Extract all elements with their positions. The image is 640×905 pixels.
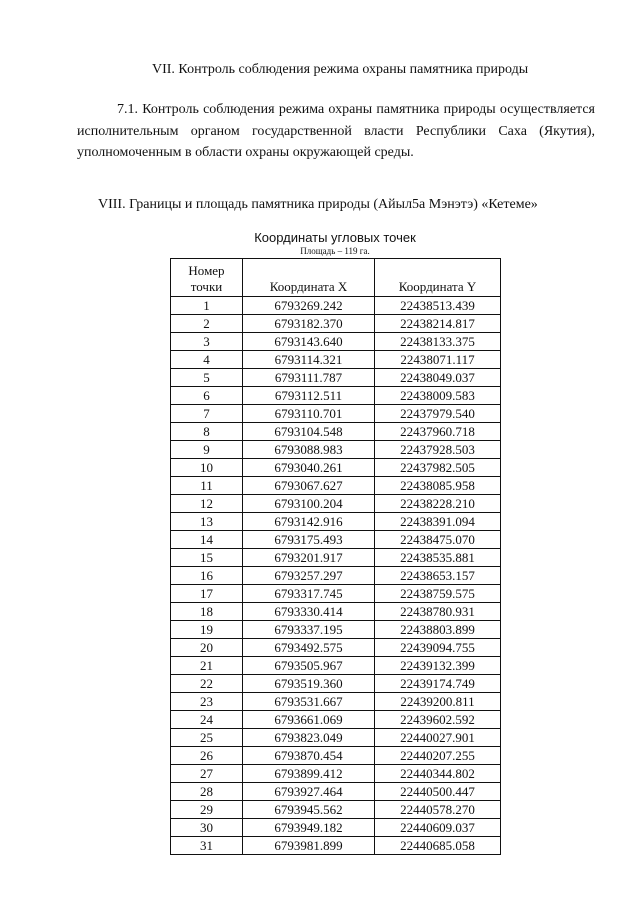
coordinate-x-cell: 6793927.464 bbox=[243, 783, 375, 801]
table-row bbox=[171, 495, 501, 513]
coordinate-y-cell: 22440344.802 bbox=[375, 765, 501, 783]
point-number-cell: 15 bbox=[171, 549, 243, 567]
coordinate-x-cell: 6793981.899 bbox=[243, 837, 375, 855]
table-row bbox=[171, 765, 501, 783]
table-row bbox=[171, 513, 501, 531]
header-coordinate-y: Координата Y bbox=[375, 259, 501, 297]
table-row bbox=[171, 801, 501, 819]
point-number-cell: 5 bbox=[171, 369, 243, 387]
coordinate-x-cell: 6793112.511 bbox=[243, 387, 375, 405]
point-number-cell: 23 bbox=[171, 693, 243, 711]
coordinate-y-cell: 22438228.210 bbox=[375, 495, 501, 513]
point-number-cell: 29 bbox=[171, 801, 243, 819]
coordinate-y-cell: 22438085.958 bbox=[375, 477, 501, 495]
table-row bbox=[171, 387, 501, 405]
table-row bbox=[171, 603, 501, 621]
coordinates-table bbox=[170, 258, 501, 855]
table-row bbox=[171, 405, 501, 423]
header-coordinate-x: Координата X bbox=[243, 259, 375, 297]
coordinate-x-cell: 6793111.787 bbox=[243, 369, 375, 387]
coordinate-x-cell: 6793257.297 bbox=[243, 567, 375, 585]
coordinate-x-cell: 6793337.195 bbox=[243, 621, 375, 639]
coordinate-x-cell: 6793492.575 bbox=[243, 639, 375, 657]
point-number-cell: 11 bbox=[171, 477, 243, 495]
coordinate-y-cell: 22437982.505 bbox=[375, 459, 501, 477]
point-number-cell: 16 bbox=[171, 567, 243, 585]
coordinate-y-cell: 22440578.270 bbox=[375, 801, 501, 819]
table-row bbox=[171, 783, 501, 801]
table-row bbox=[171, 531, 501, 549]
coordinate-x-cell: 6793100.204 bbox=[243, 495, 375, 513]
coordinate-y-cell: 22437928.503 bbox=[375, 441, 501, 459]
table-row bbox=[171, 837, 501, 855]
table-row bbox=[171, 459, 501, 477]
table-row bbox=[171, 693, 501, 711]
point-number-cell: 17 bbox=[171, 585, 243, 603]
table-row bbox=[171, 315, 501, 333]
table-row bbox=[171, 729, 501, 747]
table-row bbox=[171, 675, 501, 693]
coordinate-x-cell: 6793269.242 bbox=[243, 297, 375, 315]
coordinate-x-cell: 6793945.562 bbox=[243, 801, 375, 819]
coordinate-y-cell: 22439174.749 bbox=[375, 675, 501, 693]
coordinate-x-cell: 6793899.412 bbox=[243, 765, 375, 783]
point-number-cell: 19 bbox=[171, 621, 243, 639]
point-number-cell: 25 bbox=[171, 729, 243, 747]
point-number-cell: 4 bbox=[171, 351, 243, 369]
coordinate-x-cell: 6793067.627 bbox=[243, 477, 375, 495]
coordinate-y-cell: 22439132.399 bbox=[375, 657, 501, 675]
table-body bbox=[171, 297, 501, 855]
point-number-cell: 27 bbox=[171, 765, 243, 783]
coordinate-x-cell: 6793143.640 bbox=[243, 333, 375, 351]
table-row bbox=[171, 639, 501, 657]
coordinate-y-cell: 22438759.575 bbox=[375, 585, 501, 603]
point-number-cell: 9 bbox=[171, 441, 243, 459]
coordinate-y-cell: 22438133.375 bbox=[375, 333, 501, 351]
point-number-cell: 2 bbox=[171, 315, 243, 333]
coordinate-y-cell: 22438071.117 bbox=[375, 351, 501, 369]
coordinate-y-cell: 22439094.755 bbox=[375, 639, 501, 657]
point-number-cell: 10 bbox=[171, 459, 243, 477]
coordinate-x-cell: 6793182.370 bbox=[243, 315, 375, 333]
point-number-cell: 14 bbox=[171, 531, 243, 549]
coordinate-y-cell: 22440207.255 bbox=[375, 747, 501, 765]
coordinate-x-cell: 6793823.049 bbox=[243, 729, 375, 747]
section-7-paragraph: 7.1. Контроль соблюдения режима охраны памятника природы осуществляется исполнительным органом государственной власти Республики Саха (Якутия), уполномоченным в области охраны окружающей среды. bbox=[77, 102, 595, 160]
coordinate-x-cell: 6793175.493 bbox=[243, 531, 375, 549]
header-point-line1: Номер bbox=[188, 263, 225, 278]
coordinate-y-cell: 22440685.058 bbox=[375, 837, 501, 855]
coordinate-y-cell: 22437979.540 bbox=[375, 405, 501, 423]
table-row bbox=[171, 369, 501, 387]
section-7-heading: VII. Контроль соблюдения режима охраны памятника природы bbox=[152, 62, 529, 77]
table-row bbox=[171, 441, 501, 459]
table-row bbox=[171, 297, 501, 315]
coordinate-y-cell: 22438780.931 bbox=[375, 603, 501, 621]
table-header-row bbox=[171, 259, 501, 297]
point-number-cell: 3 bbox=[171, 333, 243, 351]
table-row bbox=[171, 333, 501, 351]
table-row bbox=[171, 585, 501, 603]
table-row bbox=[171, 621, 501, 639]
coordinate-x-cell: 6793870.454 bbox=[243, 747, 375, 765]
point-number-cell: 8 bbox=[171, 423, 243, 441]
coordinate-y-cell: 22438475.070 bbox=[375, 531, 501, 549]
coordinate-x-cell: 6793330.414 bbox=[243, 603, 375, 621]
point-number-cell: 28 bbox=[171, 783, 243, 801]
coordinate-x-cell: 6793317.745 bbox=[243, 585, 375, 603]
coordinate-y-cell: 22439602.592 bbox=[375, 711, 501, 729]
coordinate-y-cell: 22438214.817 bbox=[375, 315, 501, 333]
table-row bbox=[171, 711, 501, 729]
header-point-line2: точки bbox=[190, 279, 223, 294]
table-row bbox=[171, 747, 501, 765]
point-number-cell: 13 bbox=[171, 513, 243, 531]
coordinate-y-cell: 22437960.718 bbox=[375, 423, 501, 441]
table-row bbox=[171, 423, 501, 441]
coordinate-y-cell: 22438803.899 bbox=[375, 621, 501, 639]
header-point-number bbox=[171, 259, 243, 297]
coordinate-y-cell: 22438535.881 bbox=[375, 549, 501, 567]
coordinate-x-cell: 6793661.069 bbox=[243, 711, 375, 729]
coordinate-x-cell: 6793114.321 bbox=[243, 351, 375, 369]
table-row bbox=[171, 351, 501, 369]
table-title: Координаты угловых точек bbox=[254, 230, 416, 245]
area-caption: Площадь – 119 га. bbox=[300, 246, 370, 256]
point-number-cell: 7 bbox=[171, 405, 243, 423]
coordinate-x-cell: 6793531.667 bbox=[243, 693, 375, 711]
coordinate-x-cell: 6793088.983 bbox=[243, 441, 375, 459]
point-number-cell: 31 bbox=[171, 837, 243, 855]
point-number-cell: 18 bbox=[171, 603, 243, 621]
table-row bbox=[171, 477, 501, 495]
coordinate-y-cell: 22438049.037 bbox=[375, 369, 501, 387]
coordinate-x-cell: 6793519.360 bbox=[243, 675, 375, 693]
section-8-heading: VIII. Границы и площадь памятника природы (Айыл5а Мэнэтэ) «Кетеме» bbox=[98, 197, 538, 212]
coordinate-x-cell: 6793104.548 bbox=[243, 423, 375, 441]
coordinate-y-cell: 22440609.037 bbox=[375, 819, 501, 837]
point-number-cell: 21 bbox=[171, 657, 243, 675]
point-number-cell: 12 bbox=[171, 495, 243, 513]
coordinate-x-cell: 6793040.261 bbox=[243, 459, 375, 477]
coordinate-y-cell: 22438513.439 bbox=[375, 297, 501, 315]
point-number-cell: 26 bbox=[171, 747, 243, 765]
point-number-cell: 24 bbox=[171, 711, 243, 729]
point-number-cell: 1 bbox=[171, 297, 243, 315]
coordinate-x-cell: 6793110.701 bbox=[243, 405, 375, 423]
point-number-cell: 20 bbox=[171, 639, 243, 657]
point-number-cell: 22 bbox=[171, 675, 243, 693]
table-row bbox=[171, 549, 501, 567]
coordinate-y-cell: 22438653.157 bbox=[375, 567, 501, 585]
coordinate-y-cell: 22440500.447 bbox=[375, 783, 501, 801]
coordinate-x-cell: 6793949.182 bbox=[243, 819, 375, 837]
point-number-cell: 6 bbox=[171, 387, 243, 405]
table-row bbox=[171, 819, 501, 837]
coordinate-y-cell: 22439200.811 bbox=[375, 693, 501, 711]
coordinate-y-cell: 22438391.094 bbox=[375, 513, 501, 531]
coordinate-x-cell: 6793142.916 bbox=[243, 513, 375, 531]
coordinate-y-cell: 22438009.583 bbox=[375, 387, 501, 405]
coordinate-y-cell: 22440027.901 bbox=[375, 729, 501, 747]
coordinate-x-cell: 6793201.917 bbox=[243, 549, 375, 567]
point-number-cell: 30 bbox=[171, 819, 243, 837]
table-row bbox=[171, 657, 501, 675]
table-row bbox=[171, 567, 501, 585]
coordinate-x-cell: 6793505.967 bbox=[243, 657, 375, 675]
